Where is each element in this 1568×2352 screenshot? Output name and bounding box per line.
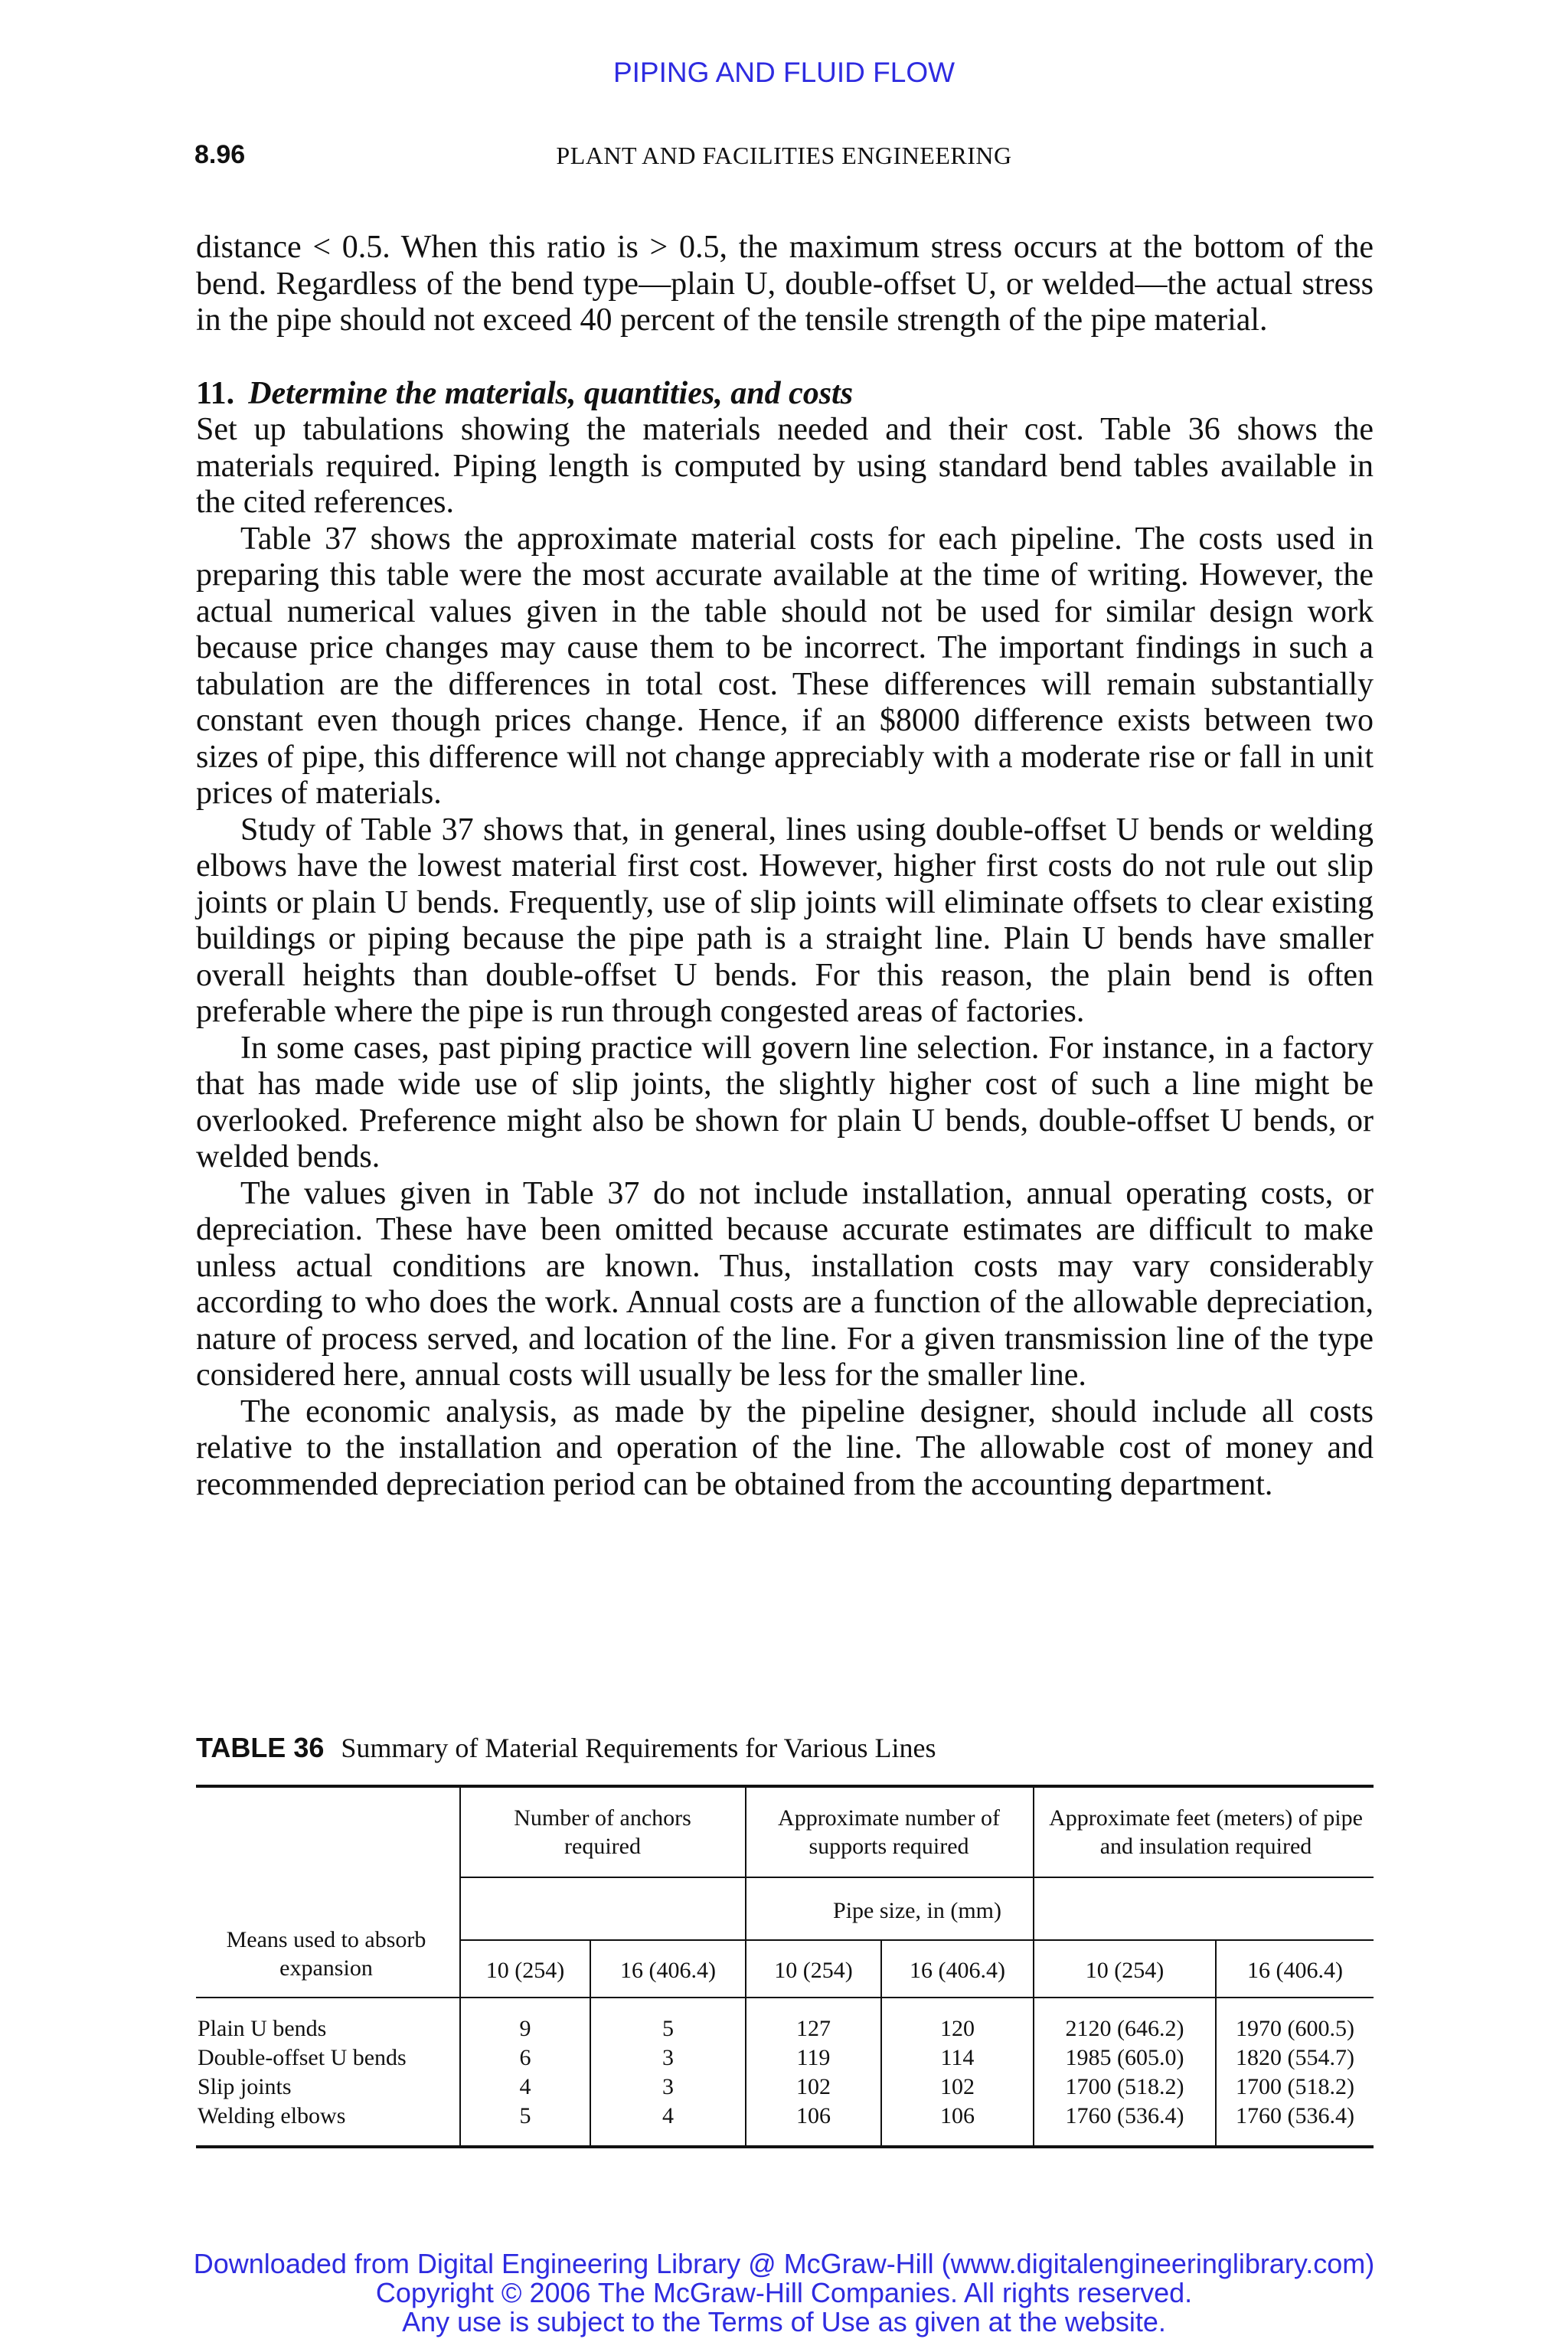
size-header: 10 (254) — [774, 1958, 853, 1983]
table-cell: 3 — [662, 2045, 674, 2070]
section-banner: PIPING AND FLUID FLOW — [612, 57, 956, 88]
paragraph: The economic analysis, as made by the pipeline designer, should include all costs relative to the installation and operation of the line. The allowable cost of money and recommended depreciation period can be obtained from the accounting department. — [196, 1393, 1374, 1502]
table-cell: 5 — [662, 2016, 674, 2041]
paragraph: The values given in Table 37 do not include installation, annual operating costs, or depreciation. These have been omitted because accurate estimates are difficult to make unless actual conditions are known. Thus, installation costs may vary considerably according to who does the work. Annual costs are a function of the allowable depreciation, nature of process served, and location of the line. For a given transmission line of the type considered here, annual costs will usually be less for the smaller line. — [196, 1175, 1374, 1393]
table-caption — [196, 1732, 936, 1764]
stub-header: Means used to absorb expansion — [226, 1927, 426, 1981]
header-body-rule — [196, 1997, 1374, 1998]
step-number: 11. — [196, 375, 235, 411]
table-row-label: Double-offset U bends — [198, 2045, 407, 2070]
table-bottom-rule — [196, 2145, 1374, 2148]
page-number: 8.96 — [194, 140, 246, 169]
table-top-rule — [196, 1785, 1374, 1788]
paragraph: distance < 0.5. When this ratio is > 0.5, the maximum stress occurs at the bottom of the bend. Regardless of the bend type—plain U, double-offset U, or welded—the actual stress in the pipe should not exceed 40 percent of the tensile strength of the pipe material. — [196, 230, 1374, 338]
table-cell: 106 — [940, 2103, 975, 2128]
step-heading — [196, 376, 1374, 413]
group-header-rule — [461, 1877, 1374, 1878]
paragraph: In some cases, past piping practice will govern line selection. For instance, in a factory that has made wide use of slip joints, the slightly higher cost of such a line might be overlooked. Preference might also be shown for plain U bends, double-offset U bends, or welded bends. — [196, 1030, 1374, 1174]
footer-terms: Any use is subject to the Terms of Use as given at the website. — [402, 2306, 1166, 2337]
table-cell: 4 — [519, 2074, 531, 2099]
table-cell: 1820 (554.7) — [1236, 2045, 1354, 2070]
size-header-rule — [461, 1939, 1374, 1941]
table-row-label: Welding elbows — [198, 2103, 346, 2128]
pipe-size-header: Pipe size, in (mm) — [833, 1898, 1001, 1923]
table-cell: 1985 (605.0) — [1065, 2045, 1184, 2070]
paragraph: Table 37 shows the approximate material costs for each pipeline. The costs used in preparing this table were the most accurate available at the time of writing. However, the actual numerical values given in the table should not be used for similar design work because price changes may cause them to be incorrect. The important findings in such a tabulation are the differences in total cost. These differences will remain substantially constant even though prices change. Hence, if an $8000 difference exists between two sizes of pipe, this difference will not change appreciably with a moderate rise or fall in unit prices of materials. — [196, 521, 1374, 811]
table-cell: 106 — [796, 2103, 831, 2128]
size-header: 16 (406.4) — [910, 1958, 1005, 1983]
step-title: Determine the materials, quantities, and costs — [248, 375, 854, 411]
table-cell: 6 — [519, 2045, 531, 2070]
paragraph: Set up tabulations showing the materials needed and their cost. Table 36 shows the materials required. Piping length is computed by using standard bend tables available in the cited references. — [196, 412, 1374, 520]
table-cell: 119 — [796, 2045, 831, 2070]
footer-copyright: Copyright © 2006 The McGraw-Hill Companies. All rights reserved. — [375, 2277, 1193, 2308]
table-cell: 120 — [940, 2016, 975, 2041]
table-title: Summary of Material Requirements for Various Lines — [341, 1733, 936, 1763]
table-row-label: Slip joints — [198, 2074, 292, 2099]
body-text — [196, 230, 1374, 1503]
table-cell: 1700 (518.2) — [1065, 2074, 1184, 2099]
table-cell: 9 — [519, 2016, 531, 2041]
table-row-label: Plain U bends — [198, 2016, 327, 2041]
size-header: 16 (406.4) — [1247, 1958, 1343, 1983]
copyright-footer — [0, 2249, 1568, 2337]
size-header: 10 (254) — [485, 1958, 565, 1983]
group-header-pipe-length: Approximate feet (meters) of pipe and insulation required — [1049, 1805, 1363, 1859]
table-cell: 102 — [796, 2074, 831, 2099]
table-cell: 1700 (518.2) — [1236, 2074, 1354, 2099]
table-cell: 102 — [940, 2074, 975, 2099]
table-cell: 1760 (536.4) — [1236, 2103, 1354, 2128]
table-cell: 4 — [662, 2103, 674, 2128]
paragraph: Study of Table 37 shows that, in general, lines using double-offset U bends or welding elbows have the lowest material first cost. However, higher first costs do not rule out slip joints or plain U bends. Frequently, use of slip joints will eliminate offsets to clear existing buildings or piping because the pipe path is a straight line. Plain U bends have smaller overall heights than double-offset U bends. For this reason, the plain bend is often preferable where the pipe is run through congested areas of factories. — [196, 812, 1374, 1029]
running-head: PLANT AND FACILITIES ENGINEERING — [556, 142, 1012, 169]
size-header: 10 (254) — [1085, 1958, 1165, 1983]
table-cell: 3 — [662, 2074, 674, 2099]
group-header-anchors: Number of anchors required — [514, 1805, 691, 1859]
table-cell: 1760 (536.4) — [1065, 2103, 1184, 2128]
table-cell: 2120 (646.2) — [1065, 2016, 1184, 2041]
size-header: 16 (406.4) — [620, 1958, 716, 1983]
table-cell: 5 — [519, 2103, 531, 2128]
table-label: TABLE 36 — [196, 1732, 325, 1763]
table-cell: 114 — [940, 2045, 975, 2070]
table-cell: 1970 (600.5) — [1236, 2016, 1354, 2041]
footer-download-link[interactable]: Downloaded from Digital Engineering Library @ McGraw-Hill (www.digitalengineeringlibrary.com) — [193, 2248, 1375, 2279]
group-header-supports: Approximate number of supports required — [778, 1805, 1000, 1859]
table-cell: 127 — [796, 2016, 831, 2041]
